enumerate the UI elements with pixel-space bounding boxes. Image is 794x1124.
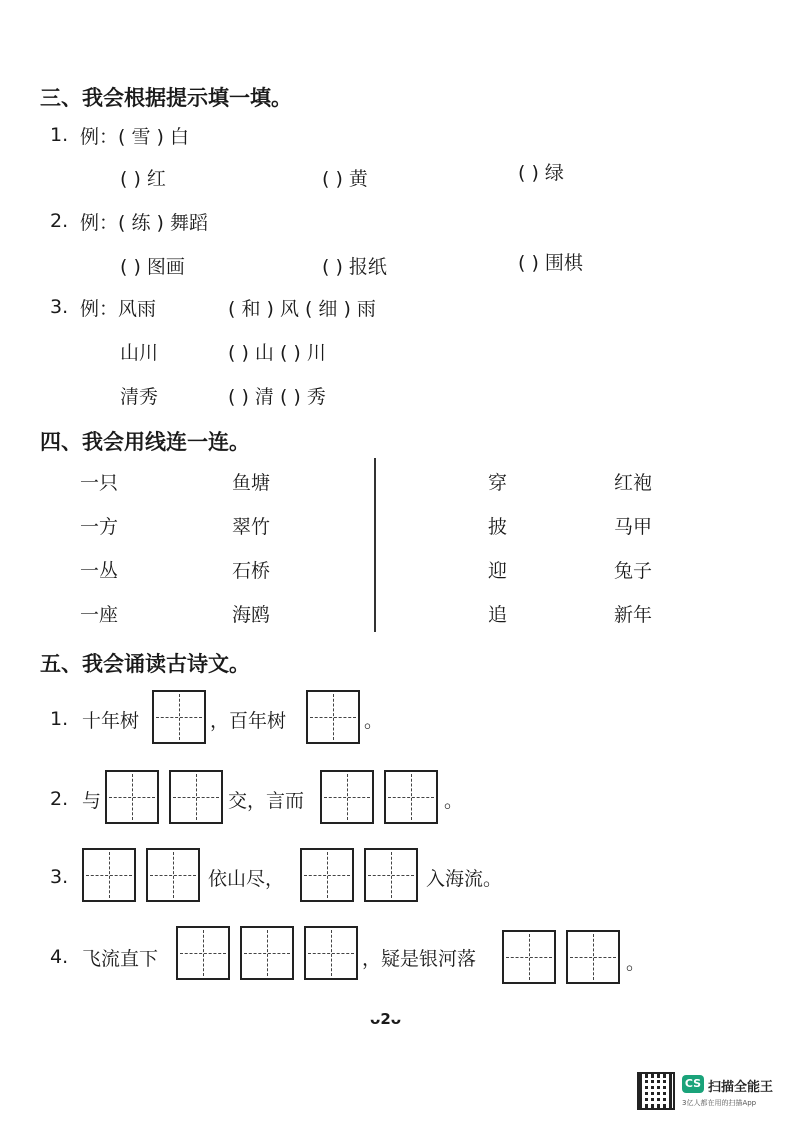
page-deco-right-icon: ᴗ xyxy=(390,1010,402,1028)
qr-code-icon xyxy=(637,1072,675,1110)
section4-title: 四、我会用线连一连。 xyxy=(40,430,250,454)
q3-example-fill: ( 和 ) 风 ( 细 ) 雨 xyxy=(228,298,376,320)
match-right-a-2[interactable]: 披 xyxy=(488,516,508,538)
page-deco-left-icon: ᴗ xyxy=(370,1010,381,1028)
q1-number: 1. xyxy=(50,124,69,146)
poem2-char-box-3[interactable] xyxy=(320,770,374,824)
section5-title: 五、我会诵读古诗文。 xyxy=(40,652,250,676)
poem2-char-box-4[interactable] xyxy=(384,770,438,824)
poem3-char-box-3[interactable] xyxy=(300,848,354,902)
poem2-char-box-1[interactable] xyxy=(105,770,159,824)
poem1-end: 。 xyxy=(364,710,384,732)
poem4-number: 4. xyxy=(50,946,69,968)
poem2-char-box-2[interactable] xyxy=(169,770,223,824)
poem3-char-box-2[interactable] xyxy=(146,848,200,902)
match-left-b-1[interactable]: 鱼塘 xyxy=(232,472,271,494)
poem3-text-b: 入海流。 xyxy=(426,868,503,890)
match-right-a-3[interactable]: 迎 xyxy=(488,560,508,582)
poem4-end: 。 xyxy=(626,952,646,974)
match-left-a-1[interactable]: 一只 xyxy=(80,472,119,494)
poem4-text-b: ，疑是银河落 xyxy=(362,948,477,970)
poem2-number: 2. xyxy=(50,788,69,810)
match-left-a-4[interactable]: 一座 xyxy=(80,604,119,626)
match-left-a-2[interactable]: 一方 xyxy=(80,516,119,538)
poem2-text-a: 与 xyxy=(82,790,102,812)
poem3-number: 3. xyxy=(50,866,69,888)
q3-word-clear: 清秀 xyxy=(120,386,159,408)
q3-example-label: 例：风雨 xyxy=(80,298,157,320)
match-left-a-3[interactable]: 一丛 xyxy=(80,560,119,582)
poem1-number: 1. xyxy=(50,708,69,730)
q1-example: 例：( 雪 ) 白 xyxy=(80,126,189,148)
match-right-a-1[interactable]: 穿 xyxy=(488,472,508,494)
section3-title: 三、我会根据提示填一填。 xyxy=(40,86,292,110)
poem2-text-b: 交，言而 xyxy=(228,790,305,812)
poem4-char-box-1[interactable] xyxy=(176,926,230,980)
poem1-char-box-2[interactable] xyxy=(306,690,360,744)
match-right-b-3[interactable]: 兔子 xyxy=(614,560,653,582)
q1-blank-green[interactable]: ( ) 绿 xyxy=(518,162,564,184)
poem2-end: 。 xyxy=(444,790,464,812)
camscanner-logo-icon: CS xyxy=(682,1075,704,1093)
q2-blank-painting[interactable]: ( ) 图画 xyxy=(120,256,185,278)
q3-fill-clear[interactable]: ( ) 清 ( ) 秀 xyxy=(228,386,326,408)
poem3-char-box-4[interactable] xyxy=(364,848,418,902)
poem4-char-box-2[interactable] xyxy=(240,926,294,980)
match-divider xyxy=(374,458,376,632)
page-number: ᴗ2ᴗ xyxy=(370,1010,402,1028)
q2-number: 2. xyxy=(50,210,69,232)
match-right-b-1[interactable]: 红袍 xyxy=(614,472,653,494)
poem4-char-box-4[interactable] xyxy=(502,930,556,984)
poem1-text-a: 十年树 xyxy=(82,710,140,732)
brand-subtitle: 3亿人都在用的扫描App xyxy=(682,1099,757,1107)
match-left-b-4[interactable]: 海鸥 xyxy=(232,604,271,626)
poem3-char-box-1[interactable] xyxy=(82,848,136,902)
match-right-b-4[interactable]: 新年 xyxy=(614,604,653,626)
brand-name: 扫描全能王 xyxy=(708,1080,774,1095)
poem4-char-box-3[interactable] xyxy=(304,926,358,980)
poem4-text-a: 飞流直下 xyxy=(82,948,159,970)
q3-fill-mountain[interactable]: ( ) 山 ( ) 川 xyxy=(228,342,326,364)
poem1-char-box-1[interactable] xyxy=(152,690,206,744)
q2-blank-newspaper[interactable]: ( ) 报纸 xyxy=(322,256,387,278)
match-right-a-4[interactable]: 追 xyxy=(488,604,508,626)
match-right-b-2[interactable]: 马甲 xyxy=(614,516,653,538)
poem4-char-box-5[interactable] xyxy=(566,930,620,984)
q3-word-mountain: 山川 xyxy=(120,342,159,364)
q1-blank-yellow[interactable]: ( ) 黄 xyxy=(322,168,368,190)
q2-blank-go[interactable]: ( ) 围棋 xyxy=(518,252,583,274)
poem3-text-a: 依山尽， xyxy=(208,868,285,890)
poem1-text-b: ，百年树 xyxy=(210,710,287,732)
match-left-b-3[interactable]: 石桥 xyxy=(232,560,271,582)
q3-number: 3. xyxy=(50,296,69,318)
match-left-b-2[interactable]: 翠竹 xyxy=(232,516,271,538)
q1-blank-red[interactable]: ( ) 红 xyxy=(120,168,166,190)
q2-example: 例：( 练 ) 舞蹈 xyxy=(80,212,208,234)
